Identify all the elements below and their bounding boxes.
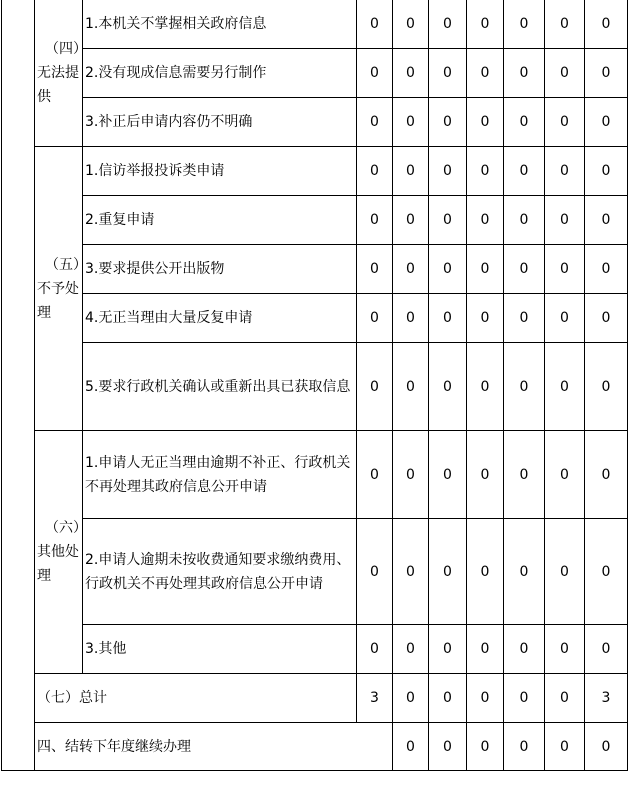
- table-cell: 0: [393, 98, 429, 147]
- table-cell: 0: [545, 294, 585, 343]
- row-label: 3.其他: [83, 625, 357, 674]
- table-cell: 0: [585, 196, 628, 245]
- table-cell: 0: [585, 0, 628, 49]
- table-row: [2, 49, 628, 98]
- table-cell: 3: [585, 674, 628, 723]
- table-cell: 0: [393, 625, 429, 674]
- table-cell: 3: [357, 674, 393, 723]
- table-cell: 0: [429, 0, 467, 49]
- table-row: [2, 343, 628, 431]
- table-cell: 0: [393, 723, 429, 771]
- table-cell: 0: [545, 98, 585, 147]
- table-cell: 0: [357, 431, 393, 519]
- table-cell: 0: [393, 49, 429, 98]
- table-cell: 0: [357, 98, 393, 147]
- table-row: [2, 0, 628, 49]
- row-label: 5.要求行政机关确认或重新出具已获取信息: [83, 343, 357, 431]
- table-cell: 0: [429, 245, 467, 294]
- table-cell: 0: [393, 431, 429, 519]
- table-cell: 0: [545, 674, 585, 723]
- table-cell: 0: [504, 343, 545, 431]
- row-label: 1.申请人无正当理由逾期不补正、行政机关不再处理其政府信息公开申请: [83, 431, 357, 519]
- row-label: 3.补正后申请内容仍不明确: [83, 98, 357, 147]
- table-cell: 0: [357, 0, 393, 49]
- group-cell-6: [35, 431, 87, 674]
- table-cell: 0: [467, 723, 504, 771]
- table-cell: 0: [429, 147, 467, 196]
- table-cell: 0: [545, 431, 585, 519]
- table-row: [2, 98, 628, 147]
- table-cell: 0: [467, 343, 504, 431]
- row-label: 1.信访举报投诉类申请: [83, 147, 357, 196]
- row-label: 3.要求提供公开出版物: [83, 245, 357, 294]
- table-row: [2, 519, 628, 625]
- table-cell: 0: [393, 0, 429, 49]
- table-cell: 0: [545, 245, 585, 294]
- total-row: [2, 674, 628, 723]
- table-cell: 0: [357, 245, 393, 294]
- table-cell: 0: [429, 625, 467, 674]
- table-cell: 0: [504, 0, 545, 49]
- table-cell: 0: [429, 674, 467, 723]
- table-cell: 0: [357, 519, 393, 625]
- table-cell: 0: [504, 431, 545, 519]
- table-cell: 0: [357, 294, 393, 343]
- table-cell: 0: [585, 723, 628, 771]
- table-cell: 0: [585, 98, 628, 147]
- table-cell: 0: [429, 196, 467, 245]
- table-cell: 0: [504, 49, 545, 98]
- group-title: 不予处: [37, 280, 79, 297]
- table-cell: 0: [467, 0, 504, 49]
- group-number: （四）: [45, 41, 87, 57]
- table-cell: 0: [429, 294, 467, 343]
- table-cell: 0: [467, 196, 504, 245]
- row-label: 1.本机关不掌握相关政府信息: [83, 0, 357, 49]
- table-cell: 0: [393, 519, 429, 625]
- disposal-results-table: [1, 0, 628, 771]
- table-cell: 0: [467, 147, 504, 196]
- table-cell: 0: [467, 98, 504, 147]
- table-cell: 0: [429, 431, 467, 519]
- table-cell: 0: [504, 625, 545, 674]
- table-cell: 0: [504, 196, 545, 245]
- total-label: （七）总计: [35, 674, 357, 723]
- table-row: [2, 196, 628, 245]
- table-cell: 0: [393, 245, 429, 294]
- row-label: 4.无正当理由大量反复申请: [83, 294, 357, 343]
- table-cell: 0: [504, 294, 545, 343]
- table-cell: 0: [585, 519, 628, 625]
- table-cell: 0: [585, 625, 628, 674]
- table-cell: 0: [393, 196, 429, 245]
- table-cell: 0: [357, 147, 393, 196]
- table-cell: 0: [585, 294, 628, 343]
- group-number: （五）: [45, 256, 87, 273]
- group-title: 理: [37, 304, 51, 321]
- table-row: [2, 147, 628, 196]
- table-cell: 0: [393, 147, 429, 196]
- table-cell: 0: [504, 519, 545, 625]
- row-label: 2.重复申请: [83, 196, 357, 245]
- table-cell: 0: [467, 625, 504, 674]
- table-cell: 0: [467, 674, 504, 723]
- table-cell: 0: [545, 343, 585, 431]
- table-cell: 0: [393, 674, 429, 723]
- group-cell-5: [35, 147, 87, 431]
- group-title: 供: [37, 89, 51, 105]
- table-row: [2, 431, 628, 519]
- table-cell: 0: [393, 343, 429, 431]
- carryover-label: 四、结转下年度继续办理: [35, 723, 393, 771]
- table-cell: 0: [545, 519, 585, 625]
- group-title: 无法提: [37, 65, 79, 81]
- table-cell: 0: [429, 49, 467, 98]
- table-cell: 0: [429, 343, 467, 431]
- group-title: 其他处: [37, 544, 79, 560]
- table-cell: 0: [429, 98, 467, 147]
- table-cell: 0: [545, 0, 585, 49]
- table-cell: 0: [467, 49, 504, 98]
- table-cell: 0: [357, 343, 393, 431]
- table-cell: 0: [467, 519, 504, 625]
- table-cell: 0: [357, 196, 393, 245]
- table-cell: 0: [585, 431, 628, 519]
- table-cell: 0: [504, 723, 545, 771]
- group-title: 理: [37, 568, 51, 584]
- table-cell: 0: [467, 294, 504, 343]
- table-cell: 0: [585, 343, 628, 431]
- table-cell: 0: [545, 147, 585, 196]
- table-cell: 0: [467, 245, 504, 294]
- table-cell: 0: [429, 519, 467, 625]
- table-cell: 0: [545, 723, 585, 771]
- row-label: 2.申请人逾期未按收费通知要求缴纳费用、行政机关不再处理其政府信息公开申请: [83, 519, 357, 625]
- table-cell: 0: [429, 723, 467, 771]
- table-cell: 0: [545, 196, 585, 245]
- table-row: [2, 625, 628, 674]
- outer-section-cell: [2, 0, 35, 771]
- carryover-row: [2, 723, 628, 771]
- row-label: 2.没有现成信息需要另行制作: [83, 49, 357, 98]
- table-cell: 0: [504, 147, 545, 196]
- table-cell: 0: [504, 674, 545, 723]
- table-cell: 0: [357, 625, 393, 674]
- table-cell: 0: [504, 98, 545, 147]
- group-cell-4: [35, 0, 87, 147]
- table-cell: 0: [393, 294, 429, 343]
- table-cell: 0: [585, 49, 628, 98]
- table-cell: 0: [585, 245, 628, 294]
- table-cell: 0: [545, 49, 585, 98]
- table-cell: 0: [357, 49, 393, 98]
- table-cell: 0: [545, 625, 585, 674]
- table-cell: 0: [467, 431, 504, 519]
- table-cell: 0: [504, 245, 545, 294]
- table-row: [2, 245, 628, 294]
- group-number: （六）: [45, 520, 87, 536]
- table-row: [2, 294, 628, 343]
- table-cell: 0: [585, 147, 628, 196]
